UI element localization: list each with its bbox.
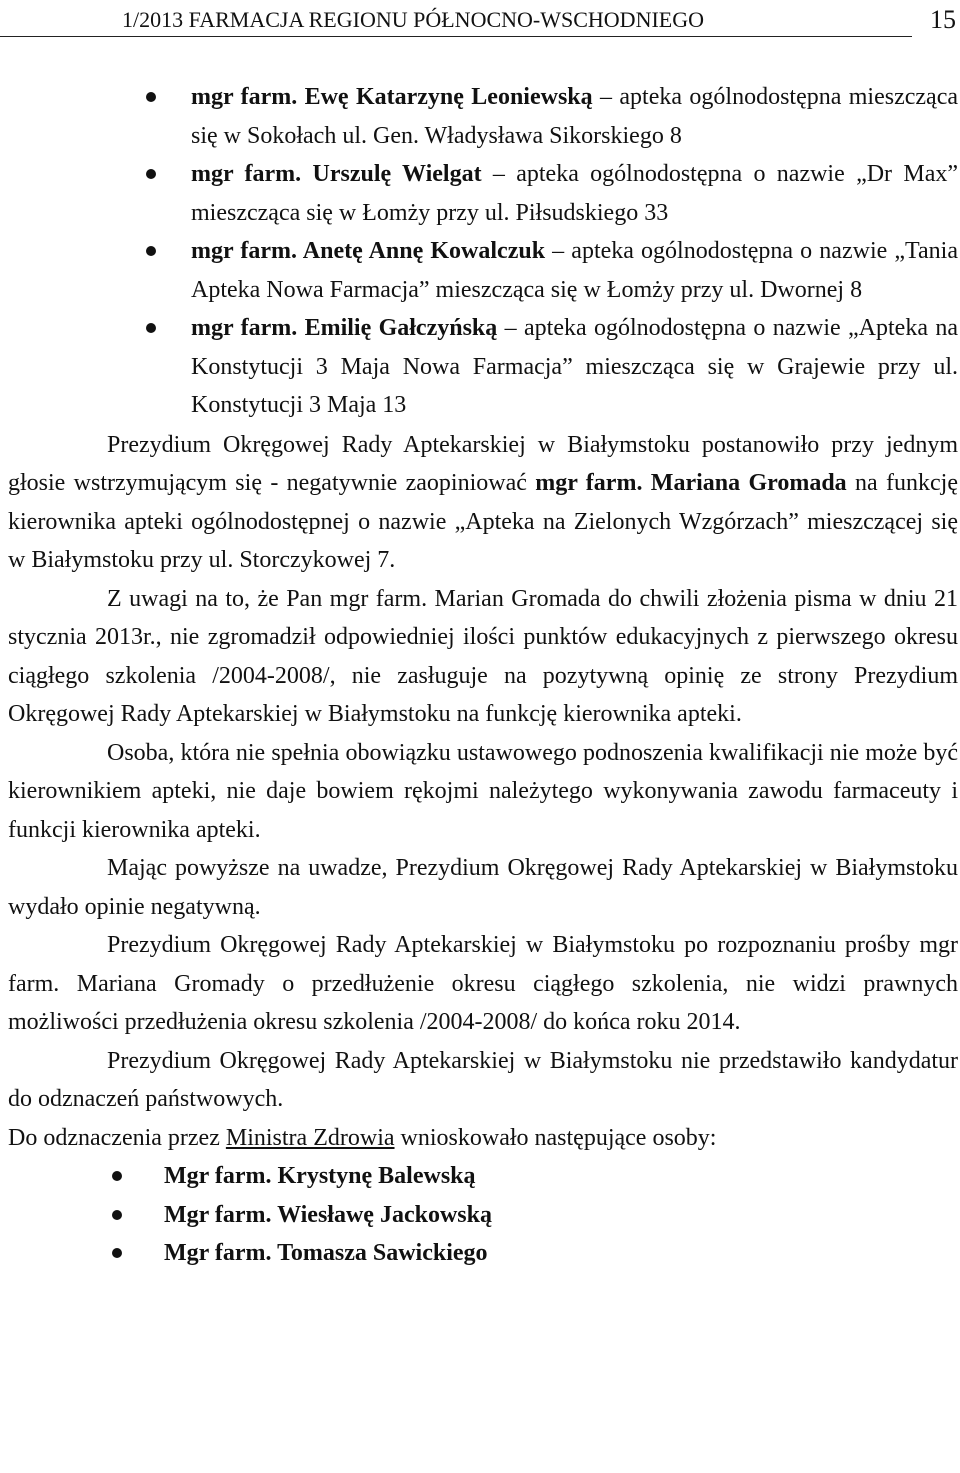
list-item xyxy=(191,78,958,155)
pharmacy-list xyxy=(191,78,958,425)
paragraph-text: na funkcję kierownika apteki ogólnodostępnej o nazwie „Apteka na Zielonych Wzgórzach” mieszczącej się w Białymstoku przy ul. Storczykowej 7. xyxy=(8,470,958,573)
list-item xyxy=(164,1157,958,1196)
person-name: mgr farm. Emilię Gałczyńską xyxy=(191,315,498,341)
paragraph-text: wnioskowało następujące osoby: xyxy=(394,1124,717,1151)
list-item-text: – apteka ogólnodostępna o nazwie „Apteka na Konstytucji 3 Maja Nowa Farmacja” mieszcząca się w Grajewie przy ul. Konstytucji 3 Maja 13 xyxy=(191,315,959,418)
list-item xyxy=(191,232,958,309)
ministry-link[interactable]: Ministra Zdrowia xyxy=(225,1124,395,1151)
paragraph-extension: Prezydium Okręgowej Rady Aptekarskiej w Białymstoku po rozpoznaniu prośby mgr farm. Mariana Gromady o przedłużenie okresu ciągłego szkolenia, nie widzi prawnych możliwości przedłużenia okresu szkolenia /2004-2008/ do końca roku 2014. xyxy=(8,932,958,1035)
bullet-icon xyxy=(146,169,156,179)
person-name: mgr farm. Urszulę Wielgat xyxy=(191,161,482,187)
list-item-text: – apteka ogólnodostępna o nazwie „Tania Apteka Nowa Farmacja” mieszcząca się w Łomży przy ul. Dwornej 8 xyxy=(191,238,958,303)
person-name: Mgr farm. Krystynę Balewską xyxy=(164,1163,476,1189)
paragraph-reason: Z uwagi na to, że Pan mgr farm. Marian Gromada do chwili złożenia pisma w dniu 21 stycznia 2013r., nie zgromadził odpowiedniej ilości punktów edukacyjnych z pierwszego okresu ciągłego szkolenia /2004-2008/, nie zasługuje na pozytywną opinię ze strony Prezydium Okręgowej Rady Aptekarskiej w Białymstoku na funkcję kierownika apteki. xyxy=(8,585,958,727)
list-item xyxy=(164,1196,958,1235)
person-name: Mgr farm. Tomasza Sawickiego xyxy=(164,1240,488,1266)
award-list xyxy=(164,1157,958,1273)
list-item-text: – apteka ogólnodostępna mieszcząca się w Sokołach ul. Gen. Władysława Sikorskiego 8 xyxy=(191,84,958,149)
list-item-text: – apteka ogólnodostępna o nazwie „Dr Max” mieszcząca się w Łomży przy ul. Piłsudskiego 33 xyxy=(191,161,959,226)
bullet-icon xyxy=(146,246,156,256)
bullet-icon xyxy=(146,92,156,102)
list-item xyxy=(191,155,958,232)
running-header xyxy=(0,4,912,37)
document-body xyxy=(8,78,958,1273)
bullet-icon xyxy=(112,1210,122,1220)
bullet-icon xyxy=(146,323,156,333)
paragraph-text: Prezydium Okręgowej Rady Aptekarskiej w Białymstoku postanowiło przy jednym głosie wstrzymującym się - negatywnie zaopiniować xyxy=(8,431,958,496)
paragraph-opinion: Mając powyższe na uwadze, Prezydium Okręgowej Rady Aptekarskiej w Białymstoku wydało opinie negatywną. xyxy=(8,855,958,920)
person-name: mgr farm. Anetę Annę Kowalczuk xyxy=(191,238,546,264)
paragraph-text: Do odznaczenia przez xyxy=(8,1124,226,1151)
page-number: 15 xyxy=(930,5,956,34)
person-name: mgr farm. Ewę Katarzynę Leoniewską xyxy=(191,84,593,110)
paragraph-ministry-awards xyxy=(8,1119,958,1158)
list-item xyxy=(164,1234,958,1273)
person-name: Mgr farm. Wiesławę Jackowską xyxy=(164,1201,492,1228)
bullet-icon xyxy=(112,1171,122,1181)
journal-title: 1/2013 FARMACJA REGIONU PÓŁNOCNO-WSCHODNIEGO xyxy=(122,7,705,32)
paragraph-state-awards: Prezydium Okręgowej Rady Aptekarskiej w Białymstoku nie przedstawiło kandydatur do odznaczeń państwowych. xyxy=(8,1047,958,1112)
bullet-icon xyxy=(112,1248,122,1258)
paragraph-decision xyxy=(8,426,958,580)
person-name: mgr farm. Mariana Gromada xyxy=(535,470,847,496)
paragraph-qualifications: Osoba, która nie spełnia obowiązku ustawowego podnoszenia kwalifikacji nie może być kierownikiem apteki, nie daje bowiem rękojmi należytego wykonywania zawodu farmaceuty i funkcji kierownika apteki. xyxy=(8,739,958,843)
list-item xyxy=(191,309,958,425)
